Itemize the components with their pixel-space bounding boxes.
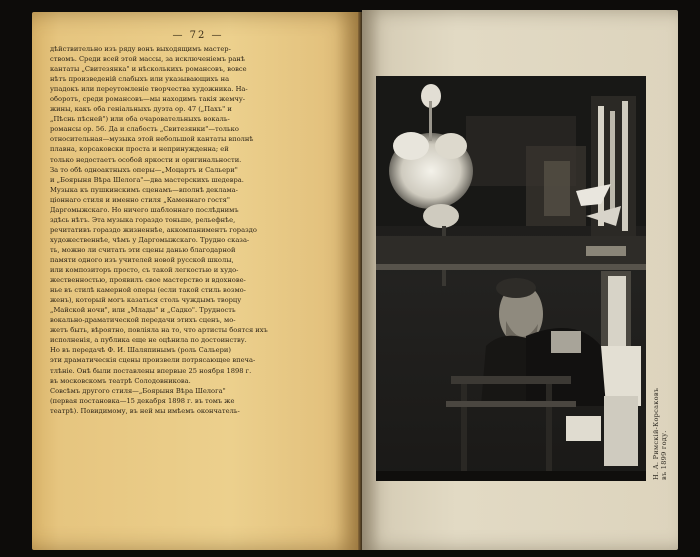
text-line: оборотъ, среди романсовъ—мы находимъ такія жемчу-	[50, 95, 246, 104]
text-line: жины, какъ оба геніальныхъ дуэта ор. 47 („Пахъ" и	[50, 105, 232, 114]
text-line: нье въ стилѣ камерной оперы (если такой стиль возмо-	[50, 286, 246, 295]
text-line: упадокъ или переутомленіе творчества художника. На-	[50, 85, 248, 94]
text-line: романсы ор. 56. Да и слабость „Свитезянки"—только	[50, 125, 239, 134]
text-line: ствомъ. Среди всей этой массы, за исключеніемъ ранѣ	[50, 55, 245, 64]
text-line: памяти одного изъ учителей новой русской школы,	[50, 255, 234, 264]
text-line: женъ), который могъ казаться столь чуждымъ творцу	[50, 296, 242, 305]
text-line: художественнѣе, чѣмъ у Даргомыжскаго. Трудно сказа-	[50, 235, 250, 244]
text-line: ть, можно ли считать эти сцены данью благодарной	[50, 245, 236, 254]
text-line: только недостаетъ особой яркости и оригинальности.	[50, 155, 242, 164]
text-line: За то обѣ одноактныхъ оперы—„Моцартъ и Сальери"	[50, 165, 238, 174]
text-line: исполненія, а публика еще не оцѣнила по достоинству.	[50, 336, 247, 345]
text-line: кантаты „Свитезянка" и нѣсколькихъ романсовъ, вовсе	[50, 65, 247, 74]
portrait-photo-graphic	[376, 76, 646, 481]
text-line: нѣтъ произведеній слабыхъ или указывающихъ на	[50, 75, 230, 84]
text-line: Но въ передачѣ Ф. И. Шаляпинымъ (роль Сальери)	[50, 346, 231, 355]
page-text	[50, 44, 346, 540]
caption-line-1: Н. А. Римскій-Корсаковъ	[652, 387, 660, 480]
text-line: театрѣ). Повидимому, въ ней мы имѣемъ окончатель-	[50, 406, 240, 415]
text-line: Музыка къ пушкинскимъ сценамъ—вполнѣ деклама-	[50, 185, 238, 194]
text-line: здѣсь нѣтъ. Эта музыка гораздо тоньше, рельефнѣе,	[50, 215, 236, 224]
text-line: „Пѣснь пѣсней") или оба очаровательныхъ вокаль-	[50, 115, 230, 124]
portrait-photo	[376, 76, 646, 481]
caption-line-2: въ 1899 году.	[660, 430, 668, 480]
text-line: эти драматическія сцены произвели потрясающее впеча-	[50, 356, 256, 365]
text-line: относительная—музыка этой небольшой кантаты вполнѣ	[50, 135, 254, 144]
text-line: Даргомыжскаго. Но ничего шаблоннаго послѣднимъ	[50, 205, 239, 214]
text-line: жественностью, проявилъ свое мастерство и вдохнове-	[50, 276, 246, 285]
text-line: дѣйствительно изъ ряду вонъ выходящимъ мастер-	[50, 45, 231, 53]
text-line: жетъ быть, вѣроятно, повліяла на то, что артисты боятся ихъ	[50, 326, 268, 335]
text-line: въ московскомъ театрѣ Солодовникова.	[50, 376, 191, 385]
text-line: (первая постановка—15 декабря 1898 г. въ томъ же	[50, 396, 235, 405]
text-line: ціоннаго стиля и именно стиля „Каменнаго гостя"	[50, 195, 230, 204]
text-line: и „Боярыня Вѣра Шелога"—два мастерскихъ шедевра.	[50, 175, 244, 184]
text-line: тлѣніе. Онѣ были поставлены впервые 25 ноября 1898 г.	[50, 366, 252, 375]
photo-caption	[652, 150, 676, 480]
text-line: Совсѣмъ другого стиля—„Боярыня Вѣра Шелога"	[50, 386, 226, 395]
text-line: плавна, корсаковски проста и непринужденна; ей	[50, 145, 229, 154]
text-line: речитативъ гораздо жизненнѣе, аккомпаниментъ гораздо	[50, 225, 257, 234]
page-number: — 72 —	[172, 30, 224, 41]
text-line: „Майской ночи", или „Млады" и „Садко". Трудность	[50, 306, 236, 315]
text-line: или композиторъ просто, съ такой легкостью и худо-	[50, 266, 239, 275]
text-line: вокально-драматической передачи этихъ сценъ, мо-	[50, 316, 236, 325]
